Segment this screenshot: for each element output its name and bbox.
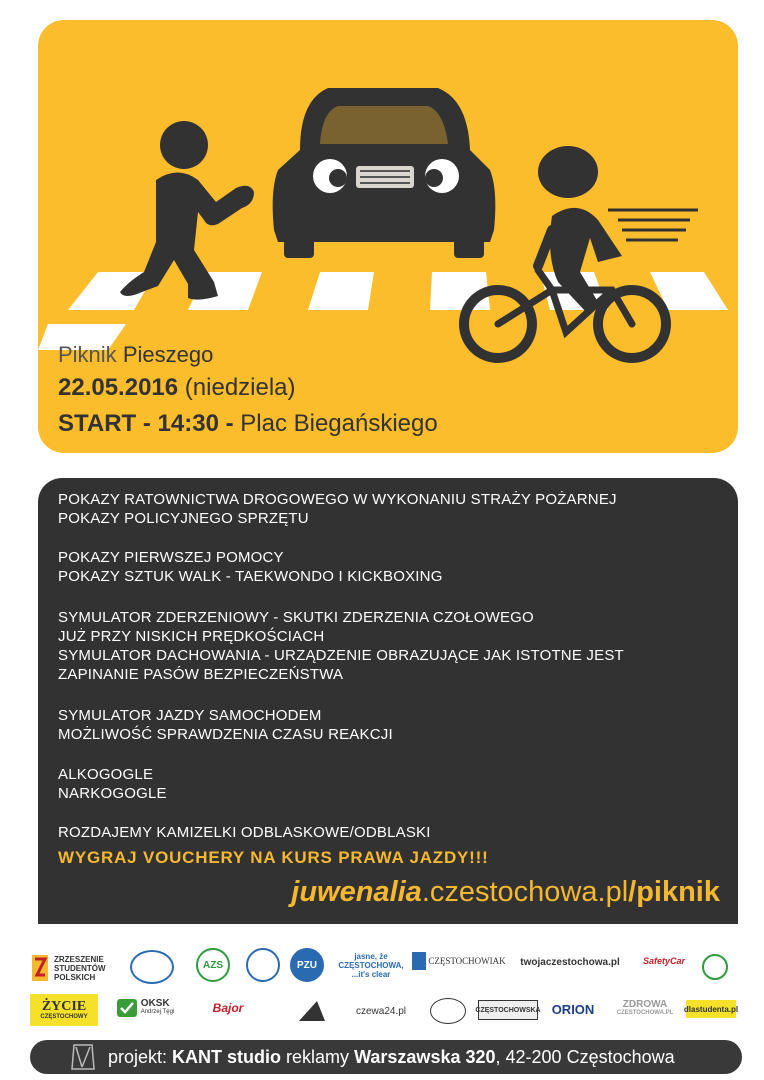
program-line: POKAZY POLICYJNEGO SPRZĘTU [58, 510, 309, 527]
logo-azs: AZS [196, 948, 230, 982]
footer-text: projekt: KANT studio reklamy Warszawska 320, 42-200 Częstochowa [108, 1046, 675, 1067]
event-title: Piknik Pieszego [58, 342, 214, 367]
sponsor-logos [30, 944, 742, 1034]
program-line: POKAZY SZTUK WALK - TAEKWONDO I KICKBOXING [58, 568, 443, 585]
footer-bar [30, 1040, 742, 1074]
program-group [58, 765, 167, 803]
zss-emblem-icon [30, 953, 50, 983]
road-sign-icon [280, 996, 344, 1026]
program-line: ALKOGOGLE [58, 766, 154, 783]
coat-of-arms-icon [412, 952, 426, 970]
program-line: JUŻ PRZY NISKICH PRĘDKOŚCIACH [58, 628, 325, 645]
program-line: SYMULATOR DACHOWANIA - URZĄDZENIE OBRAZUJĄCE JAK ISTOTNE JEST [58, 647, 624, 664]
event-url[interactable]: juwenalia.czestochowa.pl/piknik [291, 876, 720, 908]
car-figure [273, 88, 496, 258]
logo-pzu: PZU [290, 948, 324, 982]
program-line: SYMULATOR ZDERZENIOWY - SKUTKI ZDERZENIA CZOŁOWEGO [58, 609, 534, 626]
logo-zss: ZRZESZENIE STUDENTÓW POLSKICH [30, 950, 120, 986]
program-line: NARKOGOGLE [58, 785, 167, 802]
medical-star-icon [246, 948, 280, 982]
logo-czewa24: czewa24.pl [355, 1005, 407, 1017]
oval-emblem-icon [430, 998, 466, 1024]
program-line: ZAPINANIE PASÓW BEZPIECZEŃSTWA [58, 666, 344, 683]
hero-banner [38, 20, 738, 453]
logo-zdrowa-czestochowa: ZDROWA CZESTOCHOWA.PL [616, 999, 674, 1016]
logo-bajor: Bajor [212, 1000, 244, 1015]
globe-logo-icon [130, 950, 174, 984]
program-group [58, 490, 617, 528]
green-emblem-icon [702, 954, 728, 980]
program-line: POKAZY PIERWSZEJ POMOCY [58, 549, 284, 566]
logo-twojaczestochowa: twojaczestochowa.pl [520, 956, 620, 968]
kant-logo-icon [70, 1043, 96, 1071]
vouchers-highlight: WYGRAJ VOUCHERY NA KURS PRAWA JAZDY!!! [58, 848, 489, 867]
checkmark-icon [116, 998, 138, 1018]
logo-orion: ORION [551, 1001, 595, 1017]
program-panel [38, 478, 738, 924]
program-line: SYMULATOR JAZDY SAMOCHODEM [58, 707, 322, 724]
logo-dlastudenta: dlastudenta.pl [686, 1000, 736, 1018]
program-line: ROZDAJEMY KAMIZELKI ODBLASKOWE/ODBLASKI [58, 824, 431, 841]
logo-safetycar: SafetyCar [642, 955, 686, 966]
logo-czestochowiak: CZĘSTOCHOWIAK [428, 955, 506, 966]
program-group [58, 706, 393, 744]
logo-zycie-czestochowy: ŻYCIE CZĘSTOCHOWY [30, 994, 98, 1026]
logo-jasne-czestochowa: jasne, że CZĘSTOCHOWA, ...it's clear [338, 951, 404, 979]
program-line: POKAZY RATOWNICTWA DROGOWEGO W WYKONANIU STRAŻY POŻARNEJ [58, 491, 617, 508]
cyclist-figure [464, 146, 698, 358]
program-line: MOŻLIWOŚĆ SPRAWDZENIA CZASU REAKCJI [58, 726, 393, 743]
program-group [58, 608, 624, 684]
event-date: 22.05.2016 (niedziela) [58, 374, 296, 401]
event-start: START - 14:30 - Plac Biegańskiego [58, 410, 438, 437]
logo-gazeta-czestochowska: CZĘSTOCHOWSKA [478, 1000, 538, 1020]
program-group [58, 823, 431, 842]
logo-oksk: OKSK Andrzej Tęgi [108, 996, 182, 1020]
program-group [58, 548, 443, 586]
